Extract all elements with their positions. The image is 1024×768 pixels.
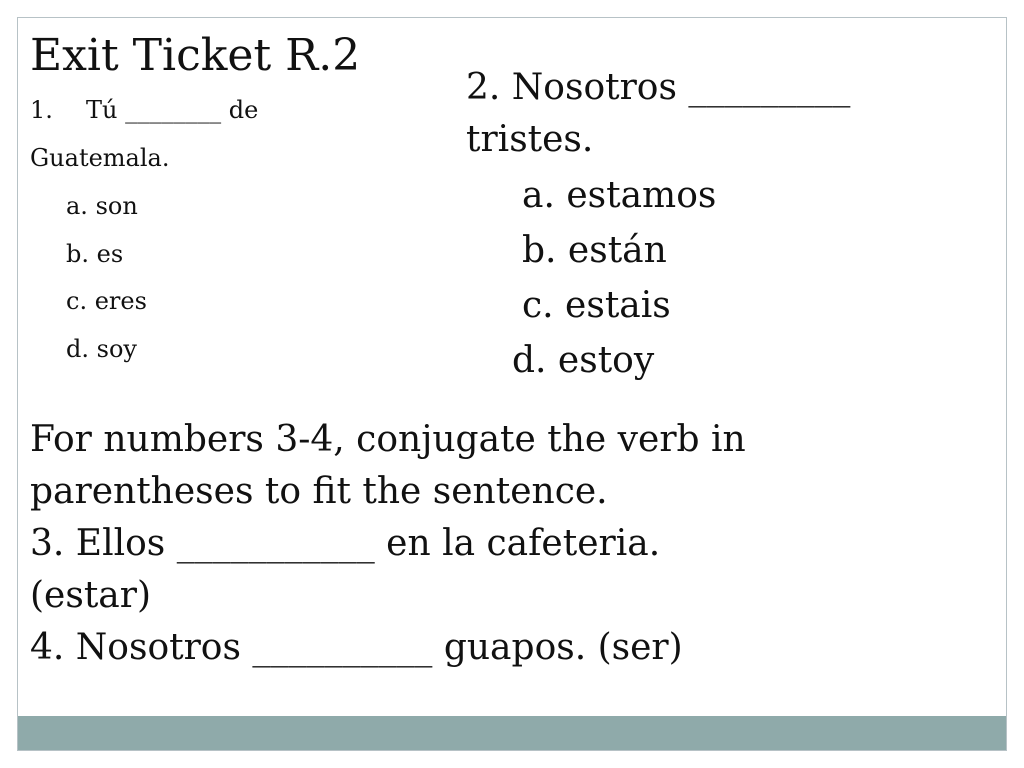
question-2-option-c: c. estais <box>522 285 671 326</box>
question-1-number: 1. <box>30 96 53 124</box>
instructions-line-2: parentheses to fit the sentence. <box>30 471 608 512</box>
question-3-line-1: 3. Ellos ___________ en la cafeteria. <box>30 523 661 564</box>
question-1-text-continued: Guatemala. <box>30 144 170 172</box>
footer-bar <box>18 716 1006 750</box>
slide-title: Exit Ticket R.2 <box>30 30 361 81</box>
question-1-prompt <box>30 95 258 125</box>
question-1-text: Tú ________ de <box>86 96 259 124</box>
question-3-line-2: (estar) <box>30 575 152 616</box>
question-2-option-a: a. estamos <box>522 175 717 216</box>
question-2-line-1: 2. Nosotros _________ <box>466 67 851 108</box>
question-2-option-b: b. están <box>522 230 667 271</box>
question-2-line-2: tristes. <box>466 119 594 160</box>
question-1-option-d: d. soy <box>66 335 137 363</box>
instructions-line-1: For numbers 3-4, conjugate the verb in <box>30 419 746 460</box>
question-1-option-b: b. es <box>66 240 124 268</box>
instructions-block <box>30 414 990 674</box>
question-1-option-a: a. son <box>66 192 138 220</box>
question-4: 4. Nosotros __________ guapos. (ser) <box>30 627 683 668</box>
question-2-prompt <box>466 62 986 166</box>
question-2-option-d: d. estoy <box>512 340 655 381</box>
question-1-option-c: c. eres <box>66 287 147 315</box>
